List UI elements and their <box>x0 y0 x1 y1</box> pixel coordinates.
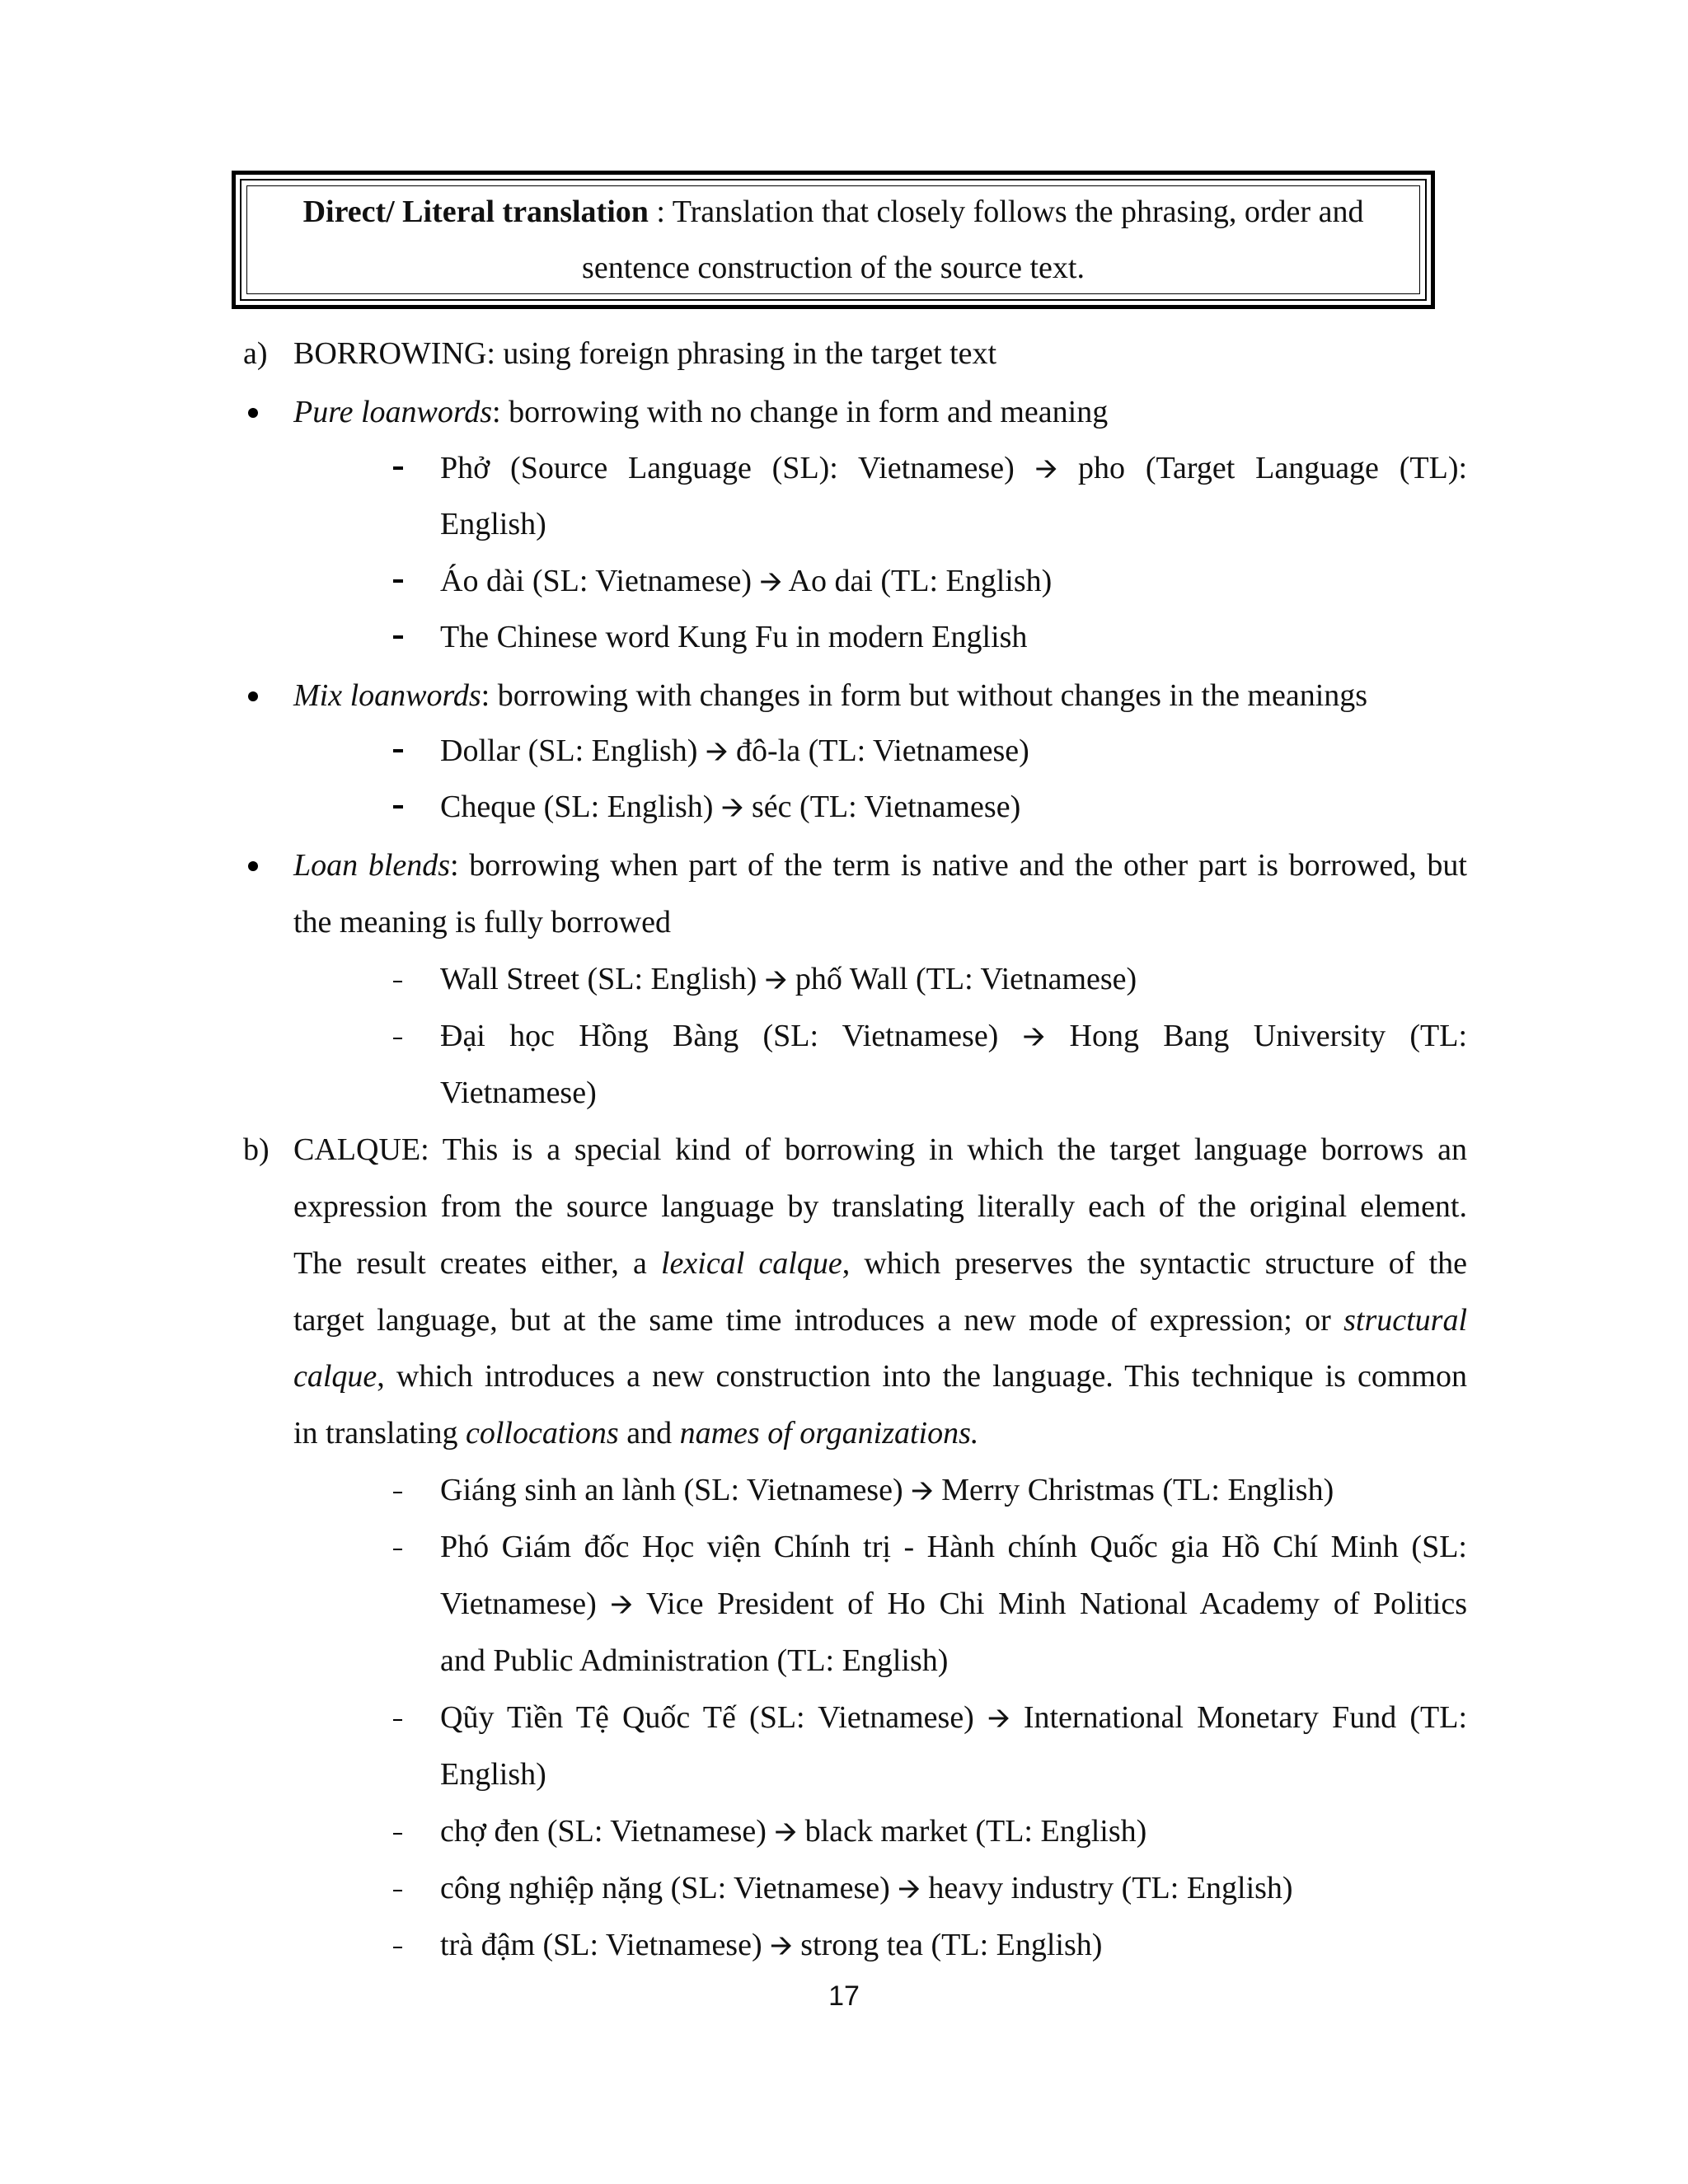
list-marker-b: b) <box>243 1132 270 1167</box>
loan-blends-heading: Loan blends: borrowing when part of the term is native and the other part is borrowed, but <box>293 848 1467 883</box>
section-b-paragraph-line: expression from the source language by translating literally each of the original element. <box>293 1189 1467 1224</box>
section-a-heading: BORROWING: using foreign phrasing in the target text <box>293 336 997 371</box>
arrow-icon: 🡪 <box>720 791 744 824</box>
section-b-paragraph-line: target language, but at the same time introduces a new mode of expression; or structural <box>293 1303 1467 1338</box>
list-item: Giáng sinh an lành (SL: Vietnamese) 🡪 Merry Christmas (TL: English) <box>440 1473 1334 1507</box>
arrow-icon: 🡪 <box>898 1872 921 1905</box>
list-item-continuation: and Public Administration (TL: English) <box>440 1643 949 1678</box>
list-item: Áo dài (SL: Vietnamese) 🡪 Ao dai (TL: English) <box>440 564 1053 598</box>
dash-marker <box>393 1038 402 1039</box>
list-item: Phở (Source Language (SL): Vietnamese) 🡪 pho (Target Language (TL): <box>440 451 1468 485</box>
list-item: Phó Giám đốc Học viện Chính trị - Hành chính Quốc gia Hồ Chí Minh (SL: <box>440 1530 1467 1564</box>
dash-marker <box>393 1719 402 1721</box>
dash-marker <box>393 981 402 982</box>
list-item: Dollar (SL: English) 🡪 đô-la (TL: Vietnamese) <box>440 733 1029 768</box>
dash-marker <box>393 1549 402 1550</box>
bullet-dot <box>248 861 258 871</box>
arrow-icon: 🡪 <box>1034 452 1058 485</box>
bullet-dot <box>248 691 258 701</box>
dash-marker <box>393 1492 402 1493</box>
arrow-icon: 🡪 <box>770 1929 793 1962</box>
arrow-icon: 🡪 <box>1022 1020 1046 1053</box>
section-b-paragraph-line: calque, which introduces a new construction into the language. This technique is common <box>293 1359 1467 1394</box>
list-item-continuation: English) <box>440 1757 546 1792</box>
loan-blends-continuation: the meaning is fully borrowed <box>293 905 672 940</box>
arrow-icon: 🡪 <box>764 963 788 996</box>
pure-loanwords-heading: Pure loanwords: borrowing with no change in form and meaning <box>293 395 1109 429</box>
list-item: trà đậm (SL: Vietnamese) 🡪 strong tea (TL: English) <box>440 1928 1103 1962</box>
section-b-paragraph-line: in translating collocations and names of organizations. <box>293 1416 979 1451</box>
dash-marker <box>393 579 403 583</box>
arrow-icon: 🡪 <box>610 1588 634 1621</box>
dash-marker <box>393 466 403 470</box>
list-item-continuation: Vietnamese) 🡪 Vice President of Ho Chi Minh National Academy of Politics <box>440 1586 1468 1621</box>
list-item: Qũy Tiền Tệ Quốc Tế (SL: Vietnamese) 🡪 International Monetary Fund (TL: <box>440 1700 1468 1735</box>
dash-marker <box>393 749 403 752</box>
dash-marker <box>393 1890 402 1891</box>
arrow-icon: 🡪 <box>759 565 783 598</box>
list-item-continuation: Vietnamese) <box>440 1076 597 1110</box>
arrow-icon: 🡪 <box>987 1702 1010 1735</box>
list-item: công nghiệp nặng (SL: Vietnamese) 🡪 heavy industry (TL: English) <box>440 1871 1293 1905</box>
dash-marker <box>393 1833 402 1835</box>
arrow-icon: 🡪 <box>705 735 729 768</box>
arrow-icon: 🡪 <box>911 1474 934 1507</box>
dash-marker <box>393 1947 402 1948</box>
list-item: Wall Street (SL: English) 🡪 phố Wall (TL: Vietnamese) <box>440 962 1137 996</box>
bullet-dot <box>248 408 258 418</box>
dash-marker <box>393 805 403 808</box>
list-item: Cheque (SL: English) 🡪 séc (TL: Vietnamese) <box>440 790 1021 824</box>
list-marker-a: a) <box>243 336 268 371</box>
definition-term: Direct/ Literal translation <box>302 194 649 229</box>
section-b-paragraph-line: The result creates either, a lexical calque, which preserves the syntactic structure of the <box>293 1246 1468 1281</box>
list-item: Đại học Hồng Bàng (SL: Vietnamese) 🡪 Hong Bang University (TL: <box>440 1019 1468 1053</box>
mix-loanwords-heading: Mix loanwords: borrowing with changes in form but without changes in the meanings <box>293 678 1368 713</box>
list-item: The Chinese word Kung Fu in modern English <box>440 620 1028 654</box>
definition-box <box>232 171 1435 309</box>
section-b-paragraph-line: CALQUE: This is a special kind of borrowing in which the target language borrows an <box>293 1132 1467 1167</box>
dash-marker <box>393 635 403 639</box>
list-item: chợ đen (SL: Vietnamese) 🡪 black market (TL: English) <box>440 1814 1147 1849</box>
page-number: 17 <box>828 1980 860 2012</box>
list-item-continuation: English) <box>440 507 546 541</box>
definition-text: Direct/ Literal translation : Translation that closely follows the phrasing, order and sentence construction of the source text. <box>302 194 1364 285</box>
arrow-icon: 🡪 <box>774 1816 798 1849</box>
